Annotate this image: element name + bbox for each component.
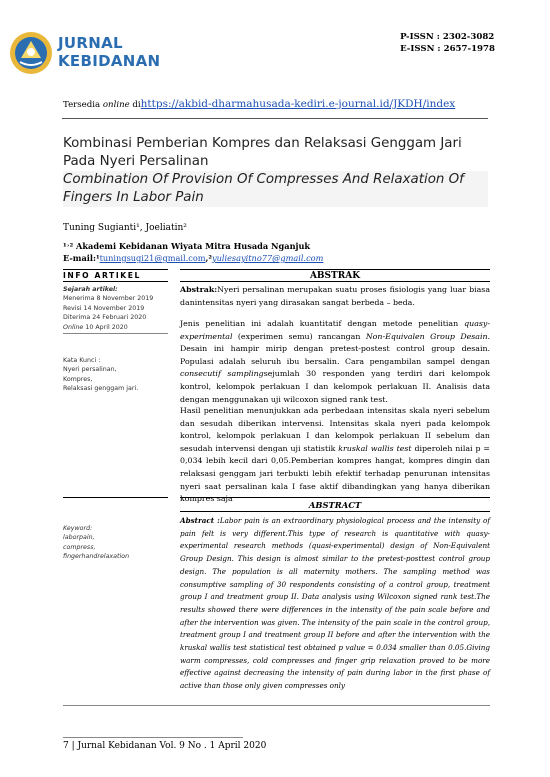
keywords-en bbox=[63, 524, 173, 562]
keyword-1: Nyeri persalinan, bbox=[63, 366, 117, 374]
online-word: Online bbox=[63, 323, 84, 331]
abstrak-p2-a: Jenis penelitian ini adalah kuantitatif dengan metode penelitian bbox=[180, 319, 465, 328]
history-label: Sejarah artikel: bbox=[63, 286, 118, 293]
affiliation: ¹˒² Akademi Kebidanan Wiyata Mitra Husada Nganjuk bbox=[63, 241, 311, 251]
keywords-id bbox=[63, 356, 173, 394]
accepted-date: Diterima 24 Februari 2020 bbox=[63, 314, 147, 322]
abstrak-p2-g: sejumlah 30 responden yang terdiri dari kelompok kontrol, kelompok perlakuan I dan kelompok perlakuan II. Analisis data dengan menggunakan uji wilcoxon signed rank test. bbox=[180, 369, 490, 404]
abstrak-p3-c: diperoleh nilai p = 0,034 lebih kecil dari 0,05.Pemberian kompres hangat, kompres dingin dan relaksasi genggam jari terbukti lebih efektif terhadap penurunan intensitas nyeri saat persalinan kala I fase aktif dibandingkan yang hanya diberikan kompres saja bbox=[180, 443, 490, 504]
abstract-bottom-rule bbox=[63, 705, 490, 706]
article-history bbox=[63, 285, 173, 332]
abstract-text: Labor pain is an extraordinary physiological process and the intensity of pain felt is very different.This type of research is quantitative with quasy-experimental research methods (quasi-experimental) design of Non-Equivalent Group Design. This design is almost similar to the pretest-posttest control group design. The population is all maternity mothers. The sampling method was consumptive sampling of 30 respondents consisting of a control group, treatment group I and treatment group II. Data analysis using Wilcoxon signed rank test.The results showed there were differences in the intensity of the pain scale before and after the intervention was given. The intensity of the pain scale in the control group, treatment group I and treatment group II before and after the intervention with the kruskal wallis test statistical test obtained p value = 0.034 smaller than 0.05.Giving warm compresses, cold compresses and finger grip relaxation proved to be more effective against decreasing the intensity of pain during labor in the first phase of active than those only given compresses only bbox=[180, 516, 490, 691]
email-link-1[interactable]: tuningsugi21@gmail.com bbox=[99, 253, 206, 263]
journal-logo bbox=[8, 30, 161, 78]
abstract-body bbox=[180, 515, 490, 693]
kw-top-rule bbox=[63, 497, 168, 498]
abstrak-p2-e: Desain ini hampir mirip dengan pretest-postest control group desain. Populasi adalah seluruh ibu bersalin. Cara pengambilan sampel dengan bbox=[180, 344, 490, 366]
journal-url-link[interactable]: https://akbid-dharmahusada-kediri.e-journal.id/JKDH/index bbox=[140, 98, 456, 110]
info-mid-rule bbox=[63, 333, 168, 334]
abstrak-p1 bbox=[180, 284, 490, 309]
issn-block bbox=[400, 31, 495, 55]
email-link-2[interactable]: yuliesayitno77@gmail.com bbox=[211, 253, 324, 263]
abstrak-p1-text: Nyeri persalinan merupakan suatu proses fisiologis yang luar biasa danintensitas nyeri yang dirasakan sangat berbeda – beda. bbox=[180, 285, 490, 307]
abstrak-label: Abstrak: bbox=[180, 285, 218, 294]
availability-line bbox=[63, 98, 455, 110]
eissn: E-ISSN : 2657-1978 bbox=[400, 44, 495, 54]
email-sep: ,² bbox=[205, 253, 212, 263]
abstrak-p2 bbox=[180, 318, 490, 406]
authors: Tuning Sugianti¹, Joeliatin² bbox=[63, 223, 187, 233]
title-english: Combination Of Provision Of Compresses And Relaxation Of Fingers In Labor Pain bbox=[63, 171, 488, 207]
abstrak-p2-c: (experimen semu) rancangan bbox=[232, 331, 366, 341]
abstract-under-rule bbox=[180, 511, 490, 512]
abstrak-under-rule bbox=[180, 281, 490, 282]
abstract-label: Abstract : bbox=[180, 516, 220, 525]
abstrak-p3 bbox=[180, 405, 490, 506]
available-prefix: Tersedia bbox=[63, 100, 103, 110]
footer-rule bbox=[63, 737, 243, 738]
abstrak-p2-f: consecutif sampling bbox=[180, 369, 264, 379]
abstrak-p3-b: kruskal wallis test bbox=[338, 443, 412, 453]
email-line bbox=[63, 253, 323, 263]
journal-emblem-icon bbox=[8, 30, 54, 76]
online-date-text: 10 April 2020 bbox=[83, 323, 128, 331]
abstrak-p2-d: Non-Equivalen Group Desain. bbox=[365, 331, 491, 341]
keywords-en-label: Keyword: bbox=[63, 525, 93, 532]
info-heading: INFO ARTIKEL bbox=[63, 271, 141, 280]
abstrak-p2-b: quasy-experimental bbox=[180, 319, 490, 341]
available-di: di bbox=[129, 100, 141, 110]
abstrak-top-rule bbox=[180, 269, 490, 270]
info-top-rule bbox=[63, 269, 168, 270]
keyword-3: Relaksasi genggam jari. bbox=[63, 385, 139, 393]
keyword-2: Kompres, bbox=[63, 375, 93, 383]
abstrak-p3-a: Hasil penelitian menunjukkan ada perbedaan intensitas skala nyeri sebelum dan sesudah diberikan intervensi. Intensitas skala nyeri pada kelompok kontrol, kelompok perlakuan I dan kelompok perlakuan II sebelum dan sesudah intervensi dengan uji statistik bbox=[180, 406, 490, 453]
page-footer: 7 | Jurnal Kebidanan Vol. 9 No . 1 April 2020 bbox=[63, 741, 267, 751]
keywords-label: Kata Kunci : bbox=[63, 357, 101, 364]
email-label: E-mail:¹ bbox=[63, 253, 100, 263]
abstrak-heading: ABSTRAK bbox=[309, 271, 361, 281]
abstract-heading: ABSTRACT bbox=[308, 500, 362, 510]
received-date: Menerima 8 November 2019 bbox=[63, 295, 154, 303]
header-rule bbox=[62, 118, 488, 119]
revised-date: Revisi 14 November 2019 bbox=[63, 304, 145, 312]
online-date bbox=[63, 323, 173, 332]
title-indonesian: Kombinasi Pemberian Kompres dan Relaksasi Genggam Jari Pada Nyeri Persalinan bbox=[63, 136, 462, 169]
kw-en-1: laborpain, bbox=[63, 534, 95, 542]
abstract-top-rule bbox=[180, 497, 490, 498]
kw-en-3: fingerhandrelaxation bbox=[63, 553, 130, 561]
journal-name-line1: JURNAL bbox=[58, 34, 123, 52]
pissn: P-ISSN : 2302-3082 bbox=[400, 32, 495, 42]
available-online: online bbox=[102, 100, 130, 110]
info-under-rule bbox=[63, 281, 168, 282]
journal-name-line2: KEBIDANAN bbox=[58, 52, 161, 70]
kw-en-2: compress, bbox=[63, 543, 96, 551]
